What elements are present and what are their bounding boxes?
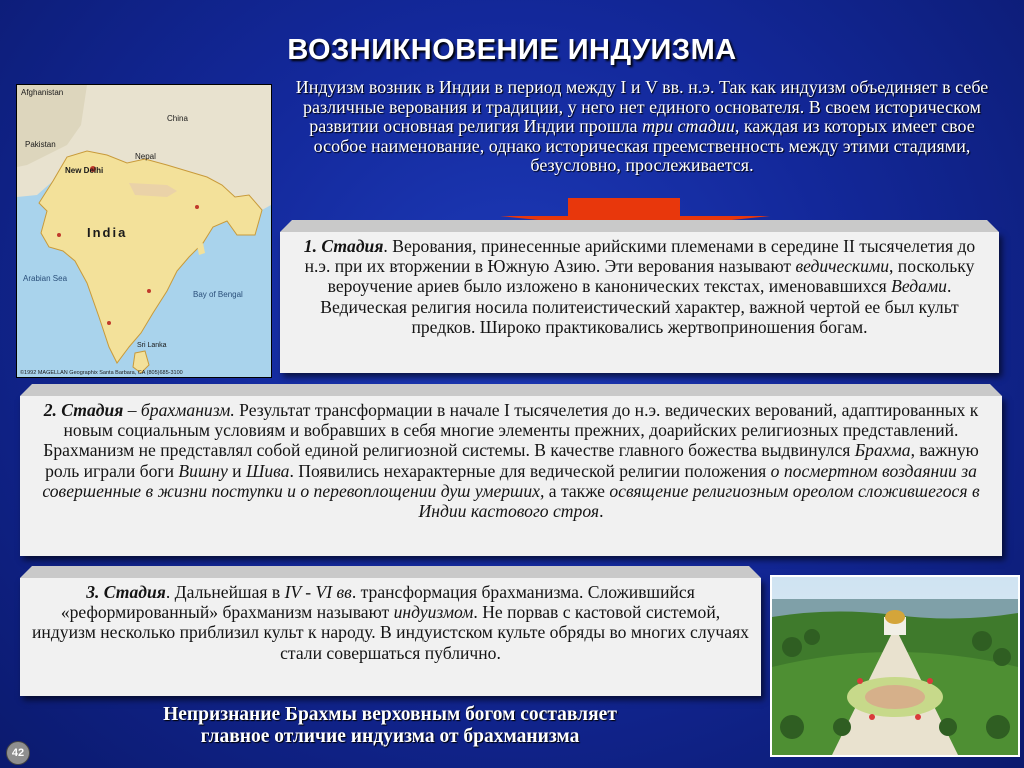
- stage-3-box: 3. Стадия. Дальнейшая в IV - VI вв. трансформация брахманизма. Сложившийся «реформированный» брахманизм называют индуизмом. Не порвав с кастовой системой, индуизм несколько приблизил культ к народу. В индуистском культе обряды во многих случаях стали совершаться публично.: [20, 578, 761, 696]
- map-label-new-delhi: New Delhi: [65, 166, 104, 175]
- slide-title: ВОЗНИКНОВЕНИЕ ИНДУИЗМА: [287, 34, 737, 66]
- map-label-sri-lanka: Sri Lanka: [137, 342, 167, 349]
- map-label-pakistan: Pakistan: [25, 140, 56, 149]
- map-label-nepal: Nepal: [135, 152, 156, 161]
- temple-garden-photo: [770, 575, 1020, 757]
- map-label-afghanistan: Afghanistan: [21, 88, 64, 97]
- slide-number: 42: [6, 741, 30, 765]
- intro-paragraph: Индуизм возник в Индии в период между I и V вв. н.э. Так как индуизм объединяет в себе различные верования и традиции, у него нет единого основателя. В своем историческом развитии основная религия Индии прошла три стадии, каждая из которых имеет свое особое наименование, однако историческая преемственность между этими стадиями, безусловно, прослеживается.: [295, 77, 989, 175]
- map-copyright: ©1992 MAGELLAN Geographix Santa Barbara, CA (805)685-3100: [20, 370, 183, 376]
- india-map: [16, 84, 272, 378]
- map-label-bay-of-bengal: Bay of Bengal: [193, 290, 243, 299]
- map-label-china: China: [167, 114, 188, 123]
- map-label-india: India: [87, 225, 128, 240]
- stage-2-box: 2. Стадия – брахманизм. Результат трансформации в начале I тысячелетия до н.э. ведических верований, адаптированных к новым социальным условиям и вобравших в себя многие элементы прежних, доарийских религиозных представлений. Брахманизм не представлял собой единой религиозной системы. В качестве главного божества выдвинулся Брахма, важную роль играли боги Вишну и Шива. Появились нехарактерные для ведической религии положения о посмертном воздаянии за совершенные в жизни поступки и о перевоплощении душ умерших, а также освящение религиозным ореолом сложившегося в Индии кастового строя.: [20, 396, 1002, 556]
- footer-conclusion: Непризнание Брахмы верховным богом составляет главное отличие индуизма от брахманизма: [163, 704, 617, 747]
- stage-1-box: 1. Стадия. Верования, принесенные арийскими племенами в середине II тысячелетия до н.э. при их вторжении в Южную Азию. Эти верования называют ведическими, поскольку вероучение ариев было изложено в канонических текстах, именовавшихся Ведами. Ведическая религия носила политеистический характер, важной чертой ее был культ предков. Широко практиковались жертвоприношения богам.: [280, 232, 999, 373]
- map-label-arabian-sea: Arabian Sea: [23, 274, 68, 283]
